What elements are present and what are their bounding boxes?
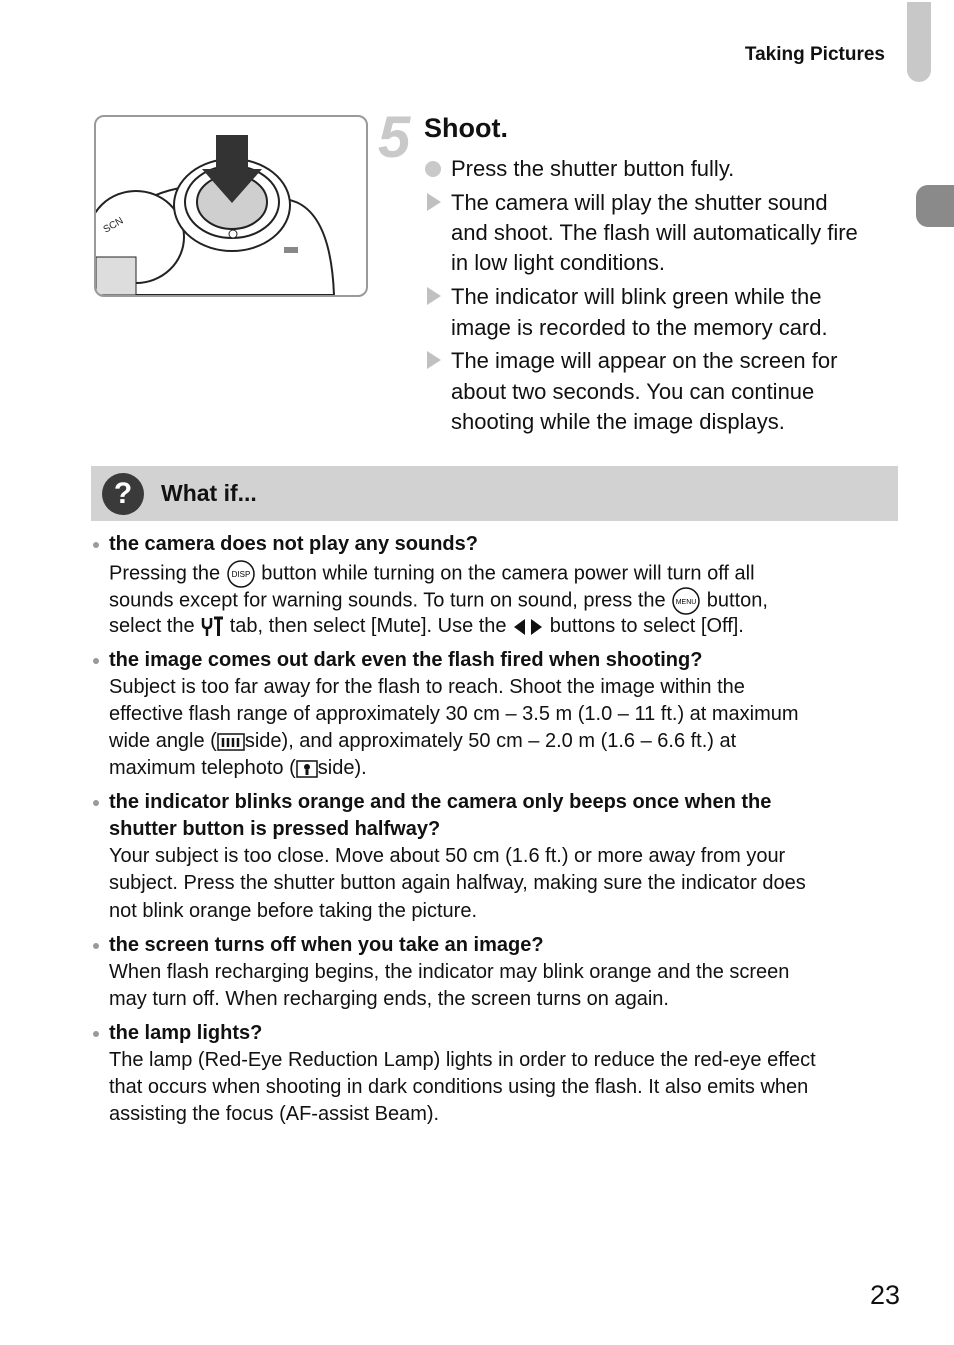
- faq-question: the screen turns off when you take an image?: [109, 934, 544, 956]
- faq-answer-line: may turn off. When recharging ends, the screen turns on again.: [109, 988, 669, 1010]
- chapter-tab-marker: [916, 185, 954, 227]
- faq-answer-line: that occurs when shooting in dark conditions using the flash. It also emits when: [109, 1076, 809, 1098]
- result-line: The image will appear on the screen for: [451, 348, 838, 373]
- result-line: image is recorded to the memory card.: [451, 315, 828, 340]
- faq-answer-line: The lamp (Red-Eye Reduction Lamp) lights in order to reduce the red-eye effect: [109, 1049, 816, 1071]
- result-line: in low light conditions.: [451, 250, 666, 275]
- faq-answer-line: Subject is too far away for the flash to reach. Shoot the image within the: [109, 676, 745, 698]
- whatif-title: What if...: [161, 480, 257, 506]
- bullet-dot-icon: [93, 542, 99, 548]
- instruction-bullet-icon: [425, 161, 441, 177]
- result-line: shooting while the image displays.: [451, 409, 785, 434]
- bullet-dot-icon: [93, 800, 99, 806]
- settings-tab-icon: [200, 616, 224, 638]
- telephoto-icon: [296, 759, 318, 779]
- faq-answer-line: maximum telephoto ( side).: [109, 757, 367, 779]
- question-mark-icon: ?: [102, 473, 144, 515]
- step-instruction: Press the shutter button fully.: [451, 156, 735, 181]
- faq-question: the indicator blinks orange and the camera only beeps once when the: [109, 791, 772, 813]
- bullet-dot-icon: [93, 1031, 99, 1037]
- disp-button-icon: [226, 559, 256, 589]
- shutter-button-illustration: [94, 115, 368, 297]
- wide-angle-icon: [217, 732, 245, 752]
- bullet-dot-icon: [93, 658, 99, 664]
- result-line: The camera will play the shutter sound: [451, 190, 828, 215]
- faq-answer-line: Pressing the DISP button while turning on the camera power will turn off all: [109, 559, 755, 589]
- svg-text:SCN: SCN: [101, 215, 126, 236]
- faq-answer-line: wide angle ( side), and approximately 50 cm – 2.0 m (1.6 – 6.6 ft.) at: [109, 730, 737, 752]
- menu-button-icon: [671, 586, 701, 616]
- faq-answer-line: assisting the focus (AF-assist Beam).: [109, 1103, 440, 1125]
- faq-answer-line: When flash recharging begins, the indicator may blink orange and the screen: [109, 961, 790, 983]
- svg-text:MENU: MENU: [675, 599, 697, 606]
- faq-answer-line: not blink orange before taking the picture.: [109, 900, 478, 922]
- faq-question: the lamp lights?: [109, 1022, 263, 1044]
- faq-question: the camera does not play any sounds?: [109, 533, 478, 555]
- page-number: 23: [869, 1280, 900, 1310]
- step-number: 5: [378, 105, 411, 170]
- result-line: and shoot. The flash will automatically fire: [451, 220, 858, 245]
- faq-answer-line: select the tab, then select [Mute]. Use the buttons to select [Off].: [109, 615, 744, 637]
- faq-answer-line: sounds except for warning sounds. To turn on sound, press the MENU button,: [109, 586, 768, 616]
- faq-answer-line: Your subject is too close. Move about 50 cm (1.6 ft.) or more away from your: [109, 845, 786, 867]
- faq-question: the image comes out dark even the flash fired when shooting?: [109, 649, 703, 671]
- faq-question: shutter button is pressed halfway?: [109, 818, 441, 840]
- result-arrow-icon: [427, 351, 441, 369]
- result-line: The indicator will blink green while the: [451, 284, 822, 309]
- faq-answer-line: subject. Press the shutter button again halfway, making sure the indicator does: [109, 872, 806, 894]
- chapter-tab-top: [907, 2, 931, 82]
- faq-answer-line: effective flash range of approximately 30 cm – 3.5 m (1.0 – 11 ft.) at maximum: [109, 703, 799, 725]
- bullet-dot-icon: [93, 943, 99, 949]
- result-arrow-icon: [427, 287, 441, 305]
- result-arrow-icon: [427, 193, 441, 211]
- left-right-arrows-icon: [512, 617, 544, 637]
- svg-text:DISP: DISP: [231, 570, 251, 579]
- step-title: Shoot.: [424, 113, 508, 143]
- result-line: about two seconds. You can continue: [451, 379, 815, 404]
- section-title: Taking Pictures: [744, 44, 885, 65]
